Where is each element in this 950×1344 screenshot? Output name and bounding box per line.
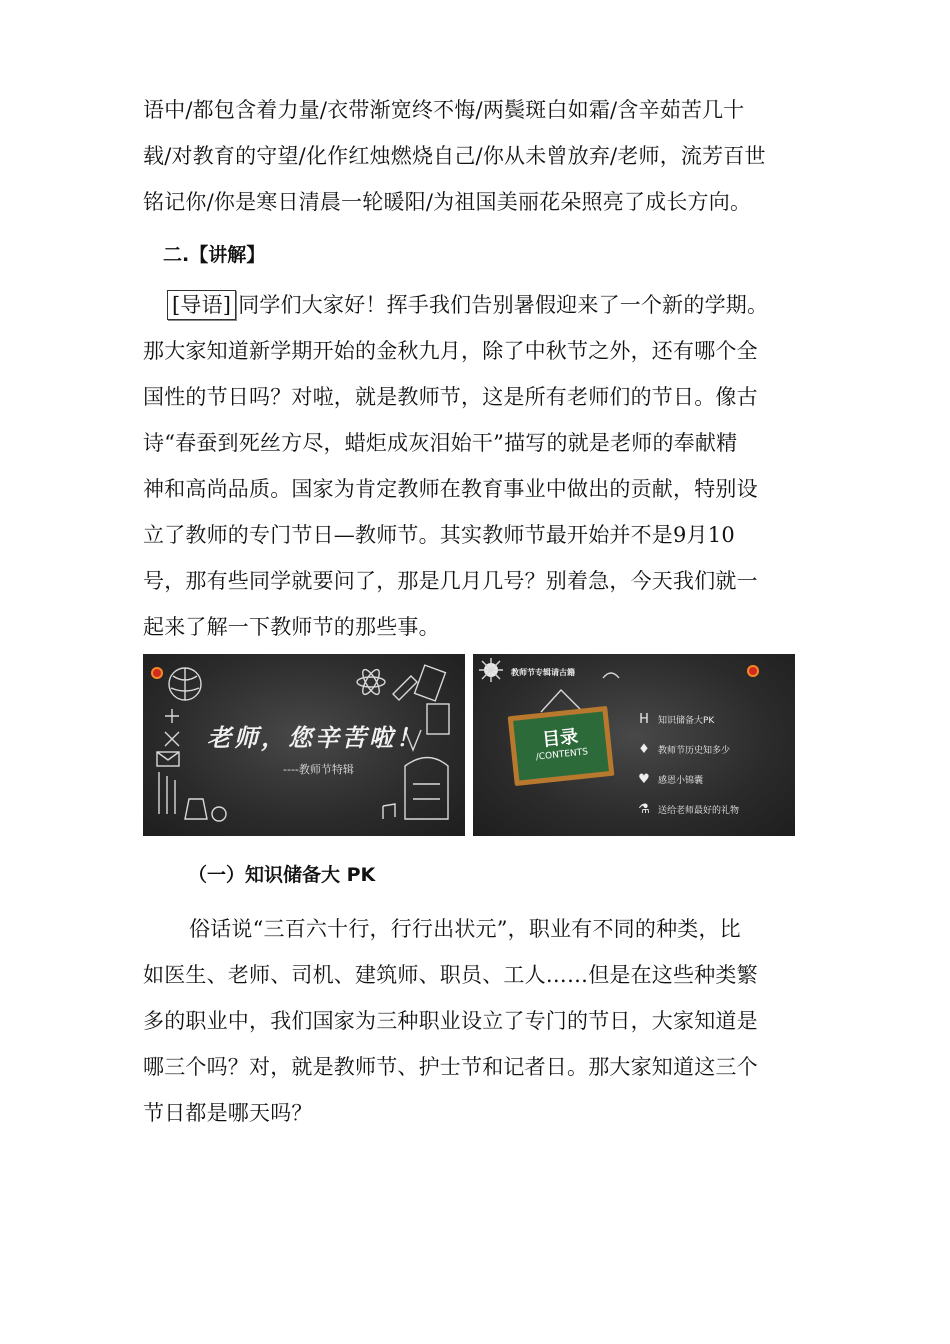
intro-line: 诗“春蚕到死丝方尽，蜡炬成灰泪始干”描写的就是老师的奉献精 [143,431,738,455]
slide-header: 教师节专辑请古籍 [511,668,575,677]
body-paragraph [143,906,803,1136]
menu-item-label: 知识储备大PK [658,715,715,726]
menu-item-label: 教师节历史知多少 [658,745,731,756]
pencils-icon [159,772,175,814]
menu-item [635,734,739,764]
flask-icon [185,799,207,819]
board-subtitle: /CONTENTS [535,747,589,763]
h-box-icon: H [639,711,649,727]
contents-menu [635,704,739,824]
menu-item [635,794,739,824]
menu-item-label: 感恩小锦囊 [658,775,704,786]
poem-line: 语中/都包含着力量/衣带渐宽终不悔/两鬓斑白如霜/含辛茹苦几十 [143,98,745,122]
poem-paragraph [143,87,803,225]
menu-item [635,764,739,794]
heart-icon: ♥ [638,771,650,787]
atom-icon [357,677,385,687]
menu-item-label: 送给老师最好的礼物 [658,805,740,816]
slide-image-teachers-day [143,654,465,836]
body-line: 如医生、老师、司机、建筑师、职员、工人……但是在这些种类繁 [143,963,758,987]
book-icon [415,665,446,701]
intro-line: 起来了解一下教师节的那些事。 [143,615,440,639]
times-icon [165,732,179,746]
intro-line: 立了教师的专门节日—教师节。其实教师节最开始并不是9月10 [143,523,735,547]
school-logo [747,664,793,678]
flask-icon: ⚗ [638,801,650,817]
body-line: 俗话说“三百六十行，行行出状元”，职业有不同的种类，比 [189,917,741,941]
apple-icon [212,807,226,821]
flower-logo-icon [151,667,163,679]
drop-icon: ♦ [638,741,650,757]
intro-line: 国性的节日吗？对啦，就是教师节，这是所有老师们的节日。像古 [143,385,758,409]
subsection-heading: （一）知识储备大 PK [188,864,376,886]
poem-line: 铭记你/你是寒日清晨一轮暖阳/为祖国美丽花朵照亮了成长方向。 [143,190,752,214]
intro-line: 同学们大家好！挥手我们告别暑假迎来了一个新的学期。 [238,293,769,317]
slide-subtitle: ----教师节特辑 [283,763,354,776]
contents-board [508,706,615,786]
slide-image-contents [473,654,795,836]
intro-line: 神和高尚品质。国家为肯定教师在教育事业中做出的贡献，特别设 [143,477,758,501]
body-line: 多的职业中，我们国家为三种职业设立了专门的节日，大家知道是 [143,1009,758,1033]
flower-logo-icon [747,665,759,677]
notebook-icon [427,704,449,734]
ruler-icon [393,676,417,700]
body-line: 节日都是哪天吗？ [143,1101,313,1125]
backpack-icon [405,758,448,820]
slide-title: 老师，您辛苦啦！ [207,724,423,752]
intro-line: 那大家知道新学期开始的金秋九月，除了中秋节之外，还有哪个全 [143,339,758,363]
poem-line: 载/对教育的守望/化作红烛燃烧自己/你从未曾放弃/老师，流芳百世 [143,144,766,168]
school-logo [151,666,197,680]
intro-tag: [导语] [167,290,236,320]
plus-icon [165,709,179,723]
arc-icon [603,673,619,678]
body-line: 哪三个吗？对，就是教师节、护士节和记者日。那大家知道这三个 [143,1055,758,1079]
board-title: 目录 [541,726,580,751]
section-heading: 二.【讲解】 [163,244,266,266]
intro-line: 号，那有些同学就要问了，那是几月几号？别着急，今天我们就一 [143,569,758,593]
intro-paragraph [143,282,803,650]
menu-item [635,704,739,734]
music-note-icon [383,804,395,819]
